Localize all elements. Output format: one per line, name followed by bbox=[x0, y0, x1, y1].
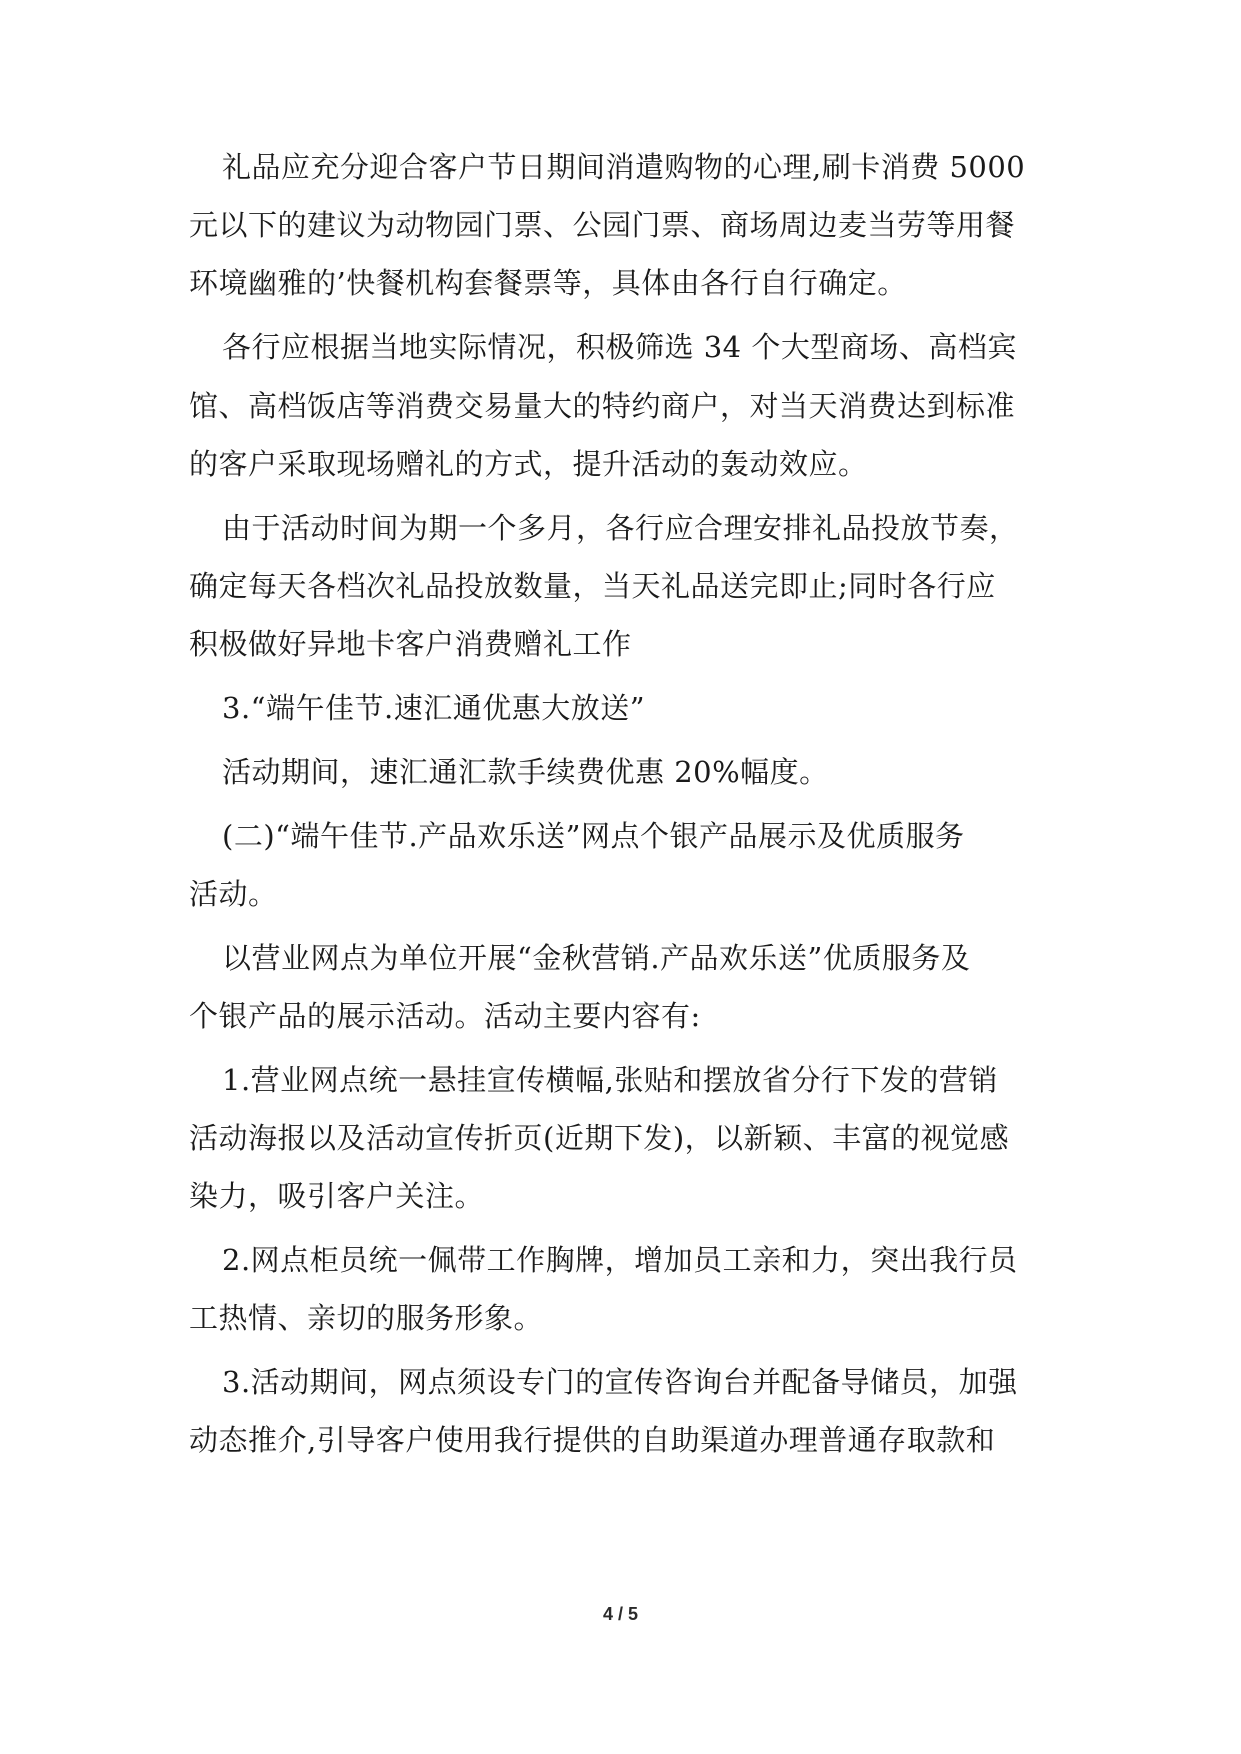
paragraph-line: 环境幽雅的’快餐机构套餐票等，具体由各行自行确定。 bbox=[189, 266, 907, 300]
list-item-line: 1.营业网点统一悬挂宣传横幅,张贴和摆放省分行下发的营销 bbox=[222, 1063, 998, 1097]
paragraph-line: 活动期间，速汇通汇款手续费优惠 20%幅度。 bbox=[222, 755, 829, 789]
list-item-line: 动态推介,引导客户使用我行提供的自助渠道办理普通存取款和 bbox=[189, 1423, 996, 1457]
list-item-line: 2.网点柜员统一佩带工作胸牌，增加员工亲和力，突出我行员 bbox=[222, 1243, 1018, 1277]
list-item-line: 活动海报以及活动宣传折页(近期下发)，以新颖、丰富的视觉感 bbox=[189, 1121, 1010, 1155]
paragraph-line: 以营业网点为单位开展“金秋营销.产品欢乐送”优质服务及 bbox=[222, 941, 971, 975]
list-item-line: 3.活动期间，网点须设专门的宣传咨询台并配备导储员，加强 bbox=[222, 1365, 1018, 1399]
list-item-line: 工热情、亲切的服务形象。 bbox=[189, 1301, 544, 1335]
section-heading: 3.“端午佳节.速汇通优惠大放送” bbox=[222, 691, 646, 725]
paragraph-line: 个银产品的展示活动。活动主要内容有: bbox=[189, 999, 701, 1033]
paragraph-line: 礼品应充分迎合客户节日期间消遣购物的心理,刷卡消费 5000 bbox=[222, 150, 1026, 184]
page-number: 4 / 5 bbox=[602, 1604, 639, 1624]
paragraph-line: 馆、高档饭店等消费交易量大的特约商户，对当天消费达到标准 bbox=[189, 389, 1016, 423]
paragraph-line: 的客户采取现场赠礼的方式，提升活动的轰动效应。 bbox=[189, 447, 868, 481]
paragraph-line: 各行应根据当地实际情况，积极筛选 34 个大型商场、高档宾 bbox=[222, 330, 1017, 364]
section-heading: (二)“端午佳节.产品欢乐送”网点个银产品展示及优质服务 bbox=[222, 819, 965, 853]
paragraph-line: 确定每天各档次礼品投放数量，当天礼品送完即止;同时各行应 bbox=[189, 569, 996, 603]
paragraph-line: 积极做好异地卡客户消费赠礼工作 bbox=[189, 627, 632, 661]
paragraph-line: 元以下的建议为动物园门票、公园门票、商场周边麦当劳等用餐 bbox=[189, 208, 1016, 242]
section-heading: 活动。 bbox=[189, 877, 278, 911]
paragraph-line: 由于活动时间为期一个多月，各行应合理安排礼品投放节奏， bbox=[222, 511, 1019, 545]
list-item-line: 染力，吸引客户关注。 bbox=[189, 1179, 485, 1213]
